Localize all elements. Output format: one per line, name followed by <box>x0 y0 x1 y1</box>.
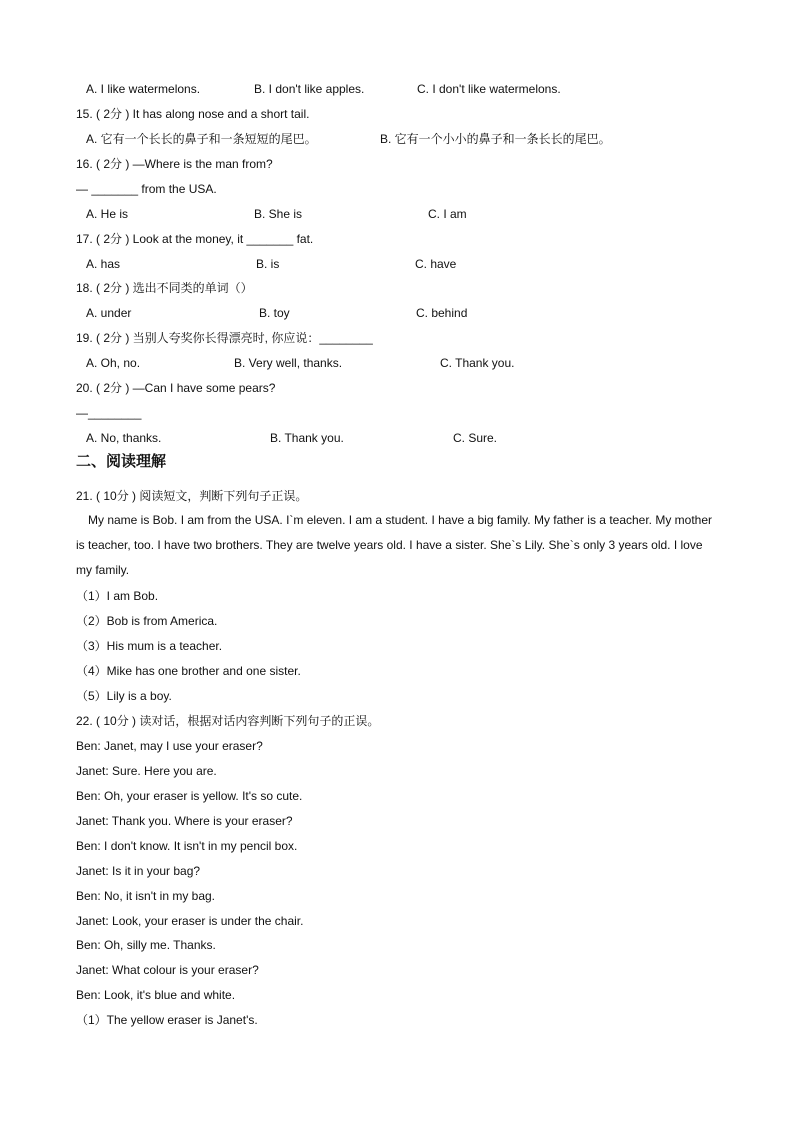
q18-option-c: C. behind <box>416 306 468 320</box>
q21-item: （1）I am Bob. <box>76 589 159 603</box>
q21-passage: My name is Bob. I am from the USA. I`m eleven. I am a student. I have a big family. My father is a teacher. My mother is teacher, too. I have two brothers. They are twelve years old. I have a sister. She`s Lily. She`s only 3 years old. I love my family. <box>76 513 713 577</box>
dialogue-line: Ben: I don't know. It isn't in my pencil box. <box>76 839 298 853</box>
q17-option-b: B. is <box>256 257 280 271</box>
q19-option-a: A. Oh, no. <box>86 356 141 370</box>
q16-option-a: A. He is <box>86 207 129 221</box>
q20-option-a: A. No, thanks. <box>86 431 162 445</box>
q14-option-b: B. I don't like apples. <box>254 82 365 96</box>
q19-stem: 19. ( 2分 ) 当别人夸奖你长得漂亮时, 你应说：________ <box>76 331 373 345</box>
q19-option-c: C. Thank you. <box>440 356 515 370</box>
dialogue-line: Janet: What colour is your eraser? <box>76 963 259 977</box>
dialogue-line: Janet: Thank you. Where is your eraser? <box>76 814 293 828</box>
q17-option-c: C. have <box>415 257 457 271</box>
dialogue-line: Ben: Look, it's blue and white. <box>76 988 236 1002</box>
q15-option-a: A. 它有一个长长的鼻子和一条短短的尾巴。 <box>86 132 317 146</box>
q22-stem: 22. ( 10分 ) 读对话，根据对话内容判断下列句子的正误。 <box>76 714 380 728</box>
section-title: 二、阅读理解 <box>76 453 167 470</box>
q14-option-a: A. I like watermelons. <box>86 82 201 96</box>
q20-option-c: C. Sure. <box>453 431 498 445</box>
q21-item: （2）Bob is from America. <box>76 614 218 628</box>
q16-option-c: C. I am <box>428 207 467 221</box>
q16-stem: 16. ( 2分 ) —Where is the man from? <box>76 157 273 171</box>
dialogue-line: Ben: No, it isn't in my bag. <box>76 889 216 903</box>
q18-option-a: A. under <box>86 306 132 320</box>
q16-option-b: B. She is <box>254 207 303 221</box>
q17-stem: 17. ( 2分 ) Look at the money, it _______ fat. <box>76 232 314 246</box>
q21-item: （5）Lily is a boy. <box>76 689 172 703</box>
q21-stem: 21. ( 10分 ) 阅读短文，判断下列句子正误。 <box>76 489 308 503</box>
q18-option-b: B. toy <box>259 306 290 320</box>
dialogue-line: Janet: Is it in your bag? <box>76 864 201 878</box>
dialogue-line: Ben: Oh, your eraser is yellow. It's so cute. <box>76 789 303 803</box>
dialogue-line: Ben: Oh, silly me. Thanks. <box>76 938 216 952</box>
q16-line2: — _______ from the USA. <box>76 182 217 196</box>
q22-item: （1）The yellow eraser is Janet's. <box>76 1013 258 1027</box>
q20-line2: —________ <box>76 406 142 420</box>
q20-option-b: B. Thank you. <box>270 431 344 445</box>
q21-item: （4）Mike has one brother and one sister. <box>76 664 301 678</box>
q15-option-b: B. 它有一个小小的鼻子和一条长长的尾巴。 <box>380 132 611 146</box>
dialogue-line: Janet: Look, your eraser is under the chair. <box>76 914 304 928</box>
dialogue-line: Janet: Sure. Here you are. <box>76 764 217 778</box>
q21-item: （3）His mum is a teacher. <box>76 639 223 653</box>
q19-option-b: B. Very well, thanks. <box>234 356 343 370</box>
q20-stem: 20. ( 2分 ) —Can I have some pears? <box>76 381 276 395</box>
q17-option-a: A. has <box>86 257 121 271</box>
q15-stem: 15. ( 2分 ) It has along nose and a short tail. <box>76 107 310 121</box>
q18-stem: 18. ( 2分 ) 选出不同类的单词（） <box>76 281 253 295</box>
q14-option-c: C. I don't like watermelons. <box>417 82 561 96</box>
dialogue-line: Ben: Janet, may I use your eraser? <box>76 739 263 753</box>
